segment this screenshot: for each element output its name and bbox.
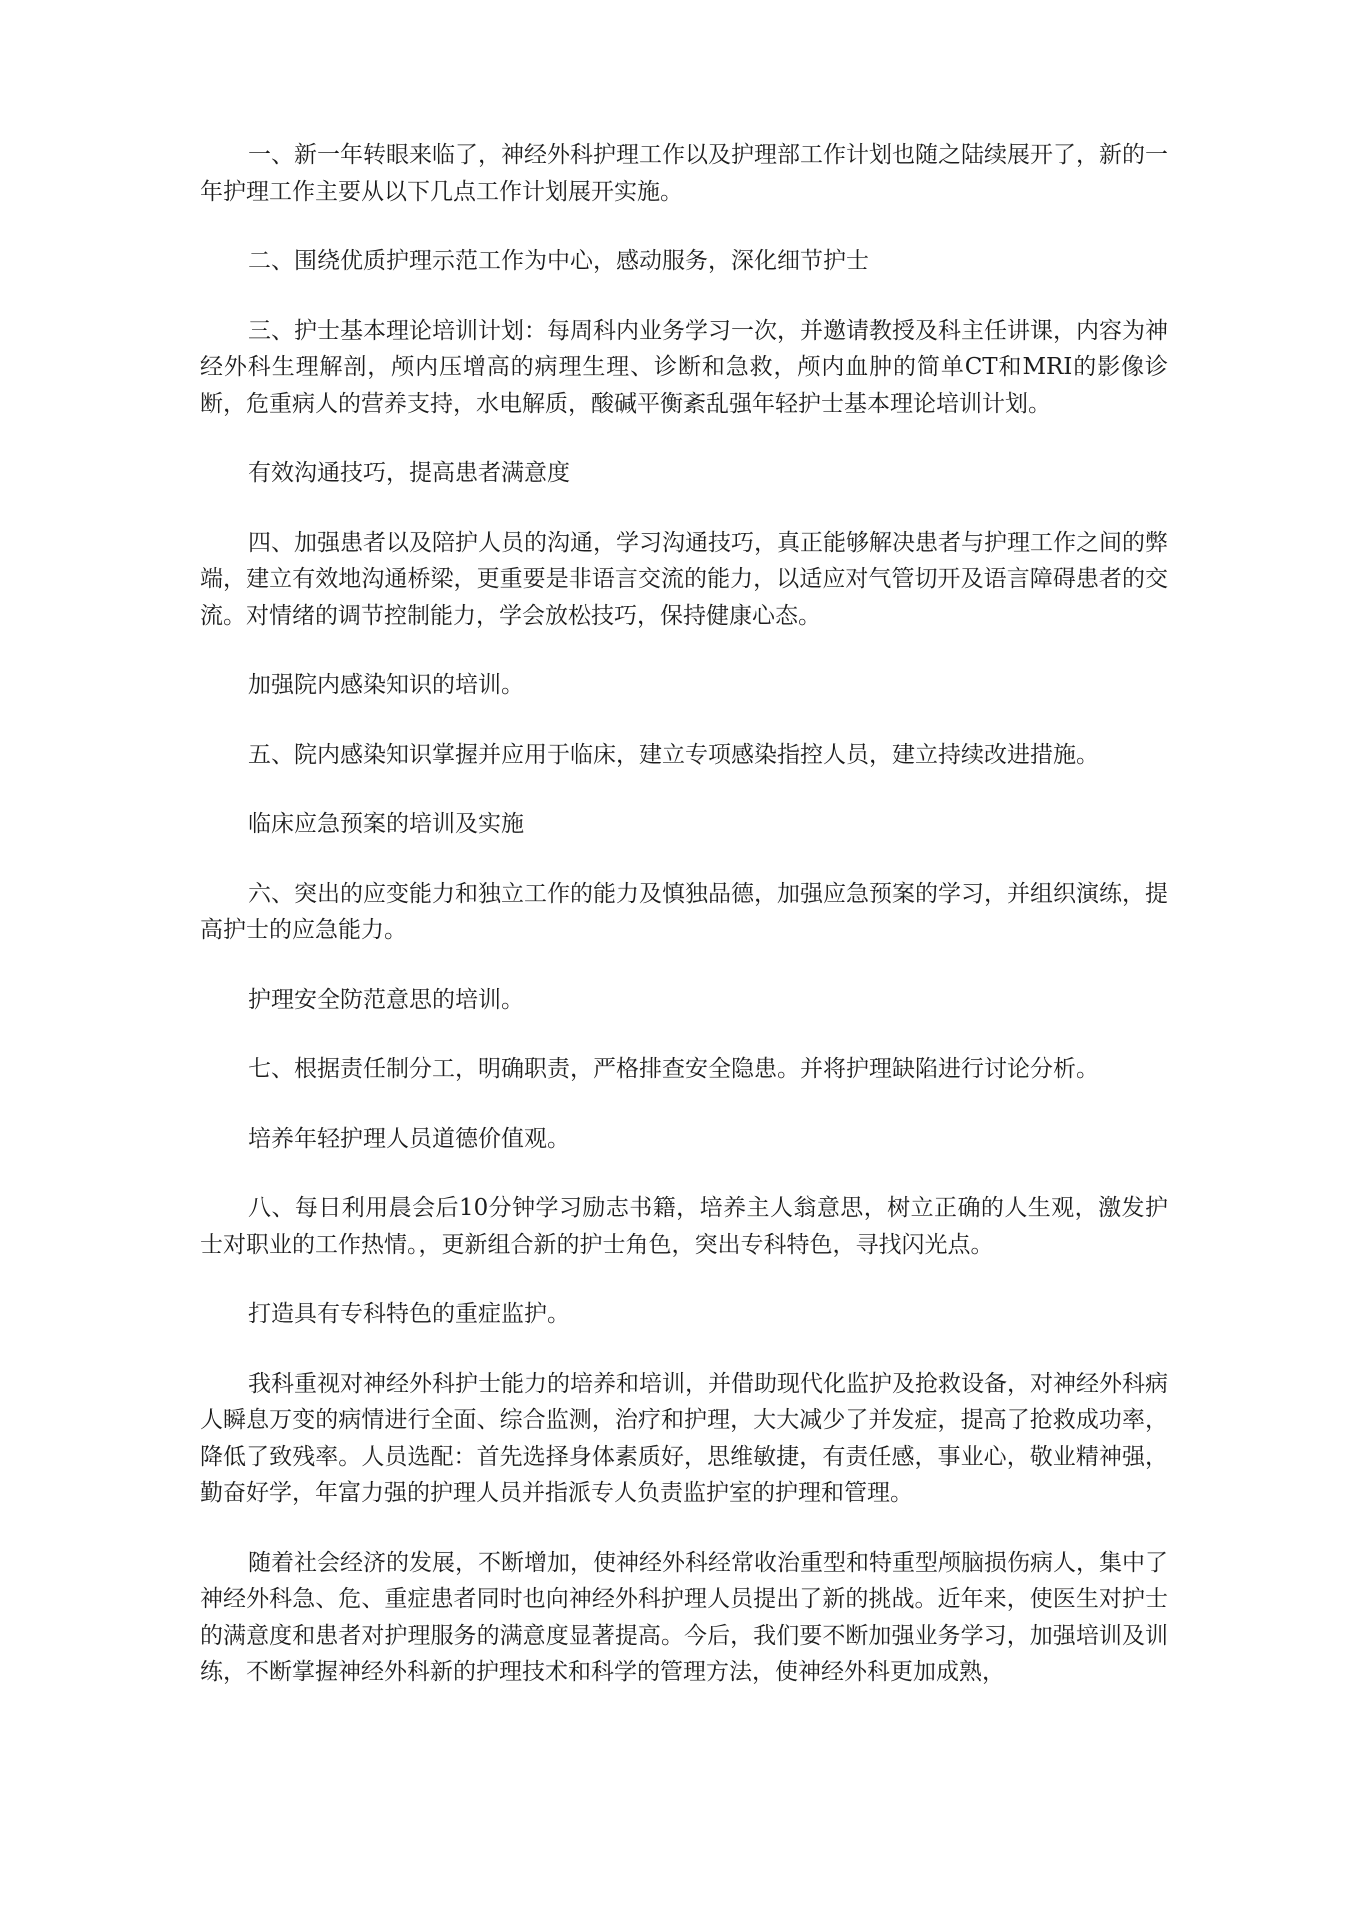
paragraph-4: 有效沟通技巧，提高患者满意度 xyxy=(248,460,570,486)
paragraph-10: 护理安全防范意思的培训。 xyxy=(248,986,524,1013)
paragraph-11: 七、根据责任制分工，明确职责，严格排查安全隐患。并将护理缺陷进行讨论分析。 xyxy=(248,1056,1099,1082)
paragraph-3: 三、护士基本理论培训计划：每周科内业务学习一次，并邀请教授及科主任讲课，内容为神经外科生理解剖，颅内压增高的病理生理、诊断和急救，颅内血肿的简单CT和MRI的影像诊断，危重病人的营养支持，水电解质，酸碱平衡紊乱强年轻护士基本理论培训计划。 xyxy=(200,317,1168,417)
paragraph-8: 临床应急预案的培训及实施 xyxy=(248,811,524,837)
paragraph-7: 五、院内感染知识掌握并应用于临床，建立专项感染指控人员，建立持续改进措施。 xyxy=(248,741,1099,768)
paragraph-14: 打造具有专科特色的重症监护。 xyxy=(248,1301,570,1327)
paragraph-5: 四、加强患者以及陪护人员的沟通，学习沟通技巧，真正能够解决患者与护理工作之间的弊端，建立有效地沟通桥梁，更重要是非语言交流的能力，以适应对气管切开及语言障碍患者的交流。对情绪的调节控制能力，学会放松技巧，保持健康心态。 xyxy=(200,529,1168,629)
paragraph-6: 加强院内感染知识的培训。 xyxy=(248,672,524,698)
paragraph-12: 培养年轻护理人员道德价值观。 xyxy=(248,1125,570,1152)
paragraph-9: 六、突出的应变能力和独立工作的能力及慎独品德，加强应急预案的学习，并组织演练，提高护士的应急能力。 xyxy=(200,880,1168,943)
paragraph-1: 一、新一年转眼来临了，神经外科护理工作以及护理部工作计划也随之陆续展开了，新的一年护理工作主要从以下几点工作计划展开实施。 xyxy=(200,142,1168,205)
paragraph-16: 随着社会经济的发展，不断增加，使神经外科经常收治重型和特重型颅脑损伤病人，集中了神经外科急、危、重症患者同时也向神经外科护理人员提出了新的挑战。近年来，使医生对护士的满意度和患者对护理服务的满意度显著提高。今后，我们要不断加强业务学习，加强培训及训练，不断掌握神经外科新的护理技术和科学的管理方法，使神经外科更加成熟， xyxy=(200,1549,1168,1685)
document-body xyxy=(200,137,1168,1724)
paragraph-13: 八、每日利用晨会后10分钟学习励志书籍，培养主人翁意思，树立正确的人生观，激发护士对职业的工作热情。，更新组合新的护士角色，突出专科特色，寻找闪光点。 xyxy=(200,1195,1168,1258)
paragraph-2: 二、围绕优质护理示范工作为中心，感动服务，深化细节护士 xyxy=(248,248,869,274)
paragraph-15: 我科重视对神经外科护士能力的培养和培训，并借助现代化监护及抢救设备，对神经外科病人瞬息万变的病情进行全面、综合监测，治疗和护理，大大减少了并发症，提高了抢救成功率，降低了致残率。人员选配：首先选择身体素质好，思维敏捷，有责任感，事业心，敬业精神强，勤奋好学，年富力强的护理人员并指派专人负责监护室的护理和管理。 xyxy=(200,1370,1168,1506)
